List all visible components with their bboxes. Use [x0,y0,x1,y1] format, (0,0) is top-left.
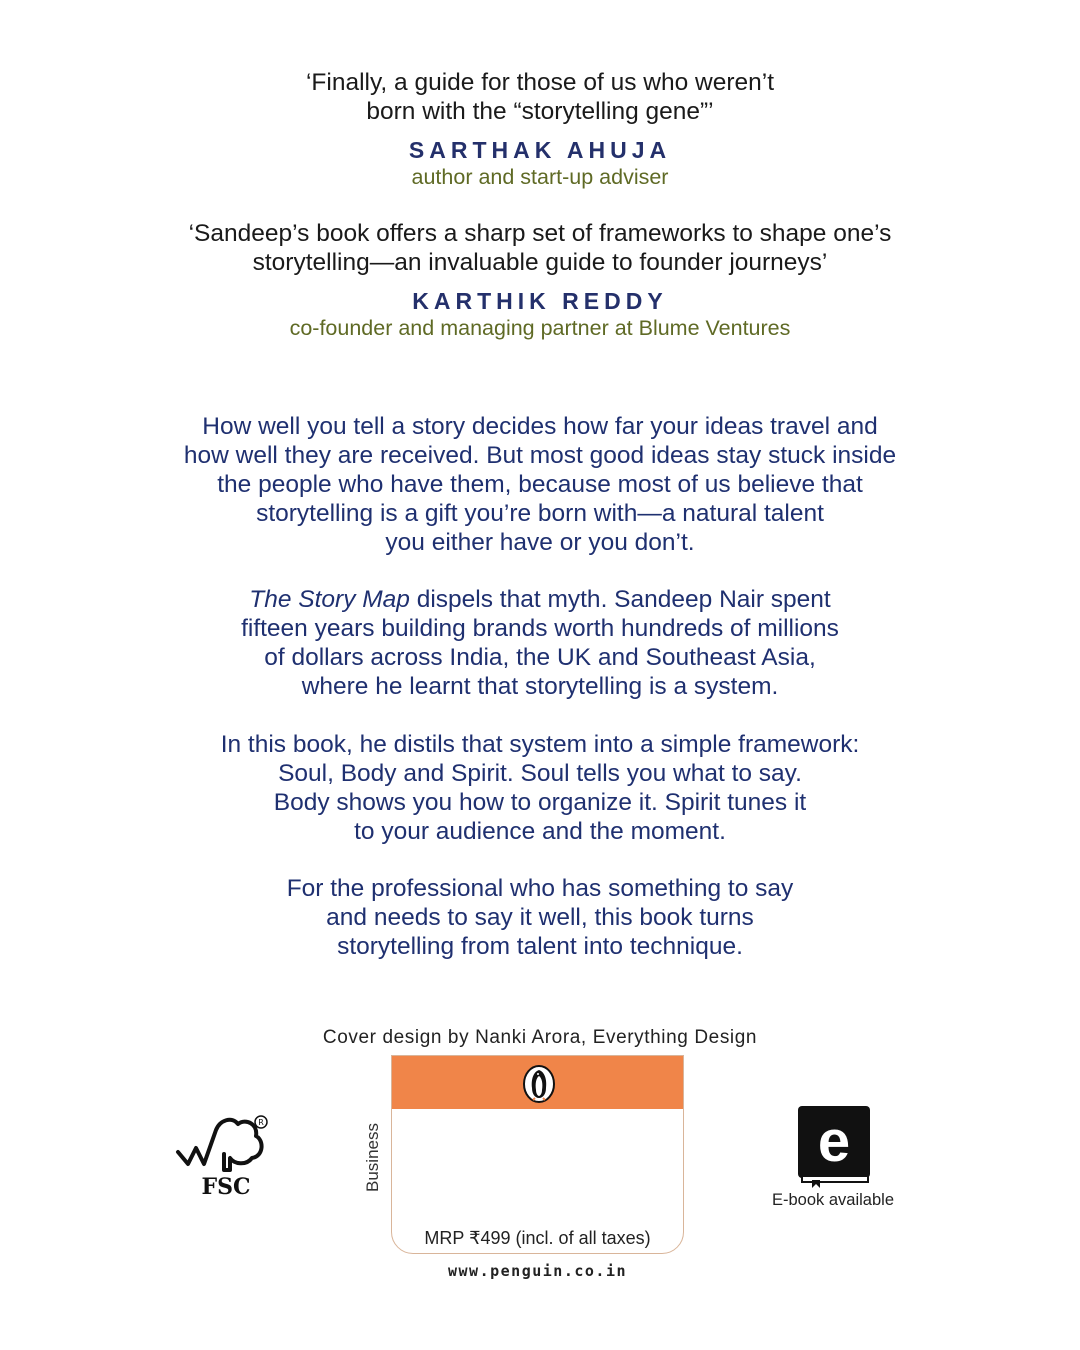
fsc-logo [174,1112,274,1202]
blurb-line: For the professional who has something to say [286,875,794,902]
endorsement-quote-1 [0,68,1080,126]
svg-text:R: R [258,1118,264,1127]
blurb-line: of dollars across India, the UK and Southeast Asia, [264,644,816,671]
blurb-line: How well you tell a story decides how far your ideas travel and [202,413,878,440]
blurb-line: you either have or you don’t. [385,529,695,556]
blurb-line: In this book, he distils that system into a simple framework: [220,731,860,758]
endorsement-quote-2 [0,219,1080,277]
endorsement-author-2: KARTHIK REDDY [412,288,668,314]
blurb-line: the people who have them, because most of us believe that [217,471,863,498]
quote-line: storytelling—an invaluable guide to founder journeys’ [252,249,828,276]
blurb-line: Soul, Body and Spirit. Soul tells you what to say. [278,760,802,787]
blurb-line: Body shows you how to organize it. Spirit tunes it [273,789,807,816]
fsc-tree-icon [174,1112,274,1174]
blurb-line [0,585,1080,614]
cover-design-credit: Cover design by Nanki Arora, Everything Design [322,1027,758,1048]
quote-line: ‘Sandeep’s book offers a sharp set of frameworks to shape one’s [188,220,892,247]
blurb-line-rest: dispels that myth. Sandeep Nair spent [409,586,831,613]
svg-text:e: e [817,1109,851,1174]
blurb-line: to your audience and the moment. [354,818,726,845]
ebook-label: E-book available [772,1191,894,1209]
book-title: The Story Map [249,586,410,613]
blurb-paragraph-1 [0,412,1080,557]
endorsement-role-2: co-founder and managing partner at Blume Ventures [289,316,791,340]
blurb-line: and needs to say it well, this book turns [326,904,754,931]
website-link[interactable]: www.penguin.co.in [447,1262,628,1280]
price-box [391,1055,684,1254]
blurb-line: how well they are received. But most good ideas stay stuck inside [183,442,897,469]
blurb-paragraph-2 [0,585,1080,701]
quote-line: born with the “storytelling gene”’ [366,98,714,125]
blurb-paragraph-4 [0,874,1080,961]
category-label: Business [363,1123,382,1192]
penguin-logo-icon [522,1064,556,1104]
blurb-paragraph-3 [0,730,1080,846]
quote-line: ‘Finally, a guide for those of us who weren’t [305,69,774,96]
blurb-line: where he learnt that storytelling is a system. [301,673,779,700]
endorsement-author-1: SARTHAK AHUJA [408,137,672,163]
blurb-line: storytelling from talent into technique. [337,933,743,960]
endorsement-role-1: author and start-up adviser [411,165,669,189]
ebook-icon [796,1104,872,1188]
blurb-line: fifteen years building brands worth hundreds of millions [241,615,839,642]
price-text: MRP ₹499 (incl. of all taxes) [424,1228,651,1248]
fsc-label: FSC [201,1174,251,1200]
blurb-line: storytelling is a gift you’re born with—a natural talent [256,500,824,527]
